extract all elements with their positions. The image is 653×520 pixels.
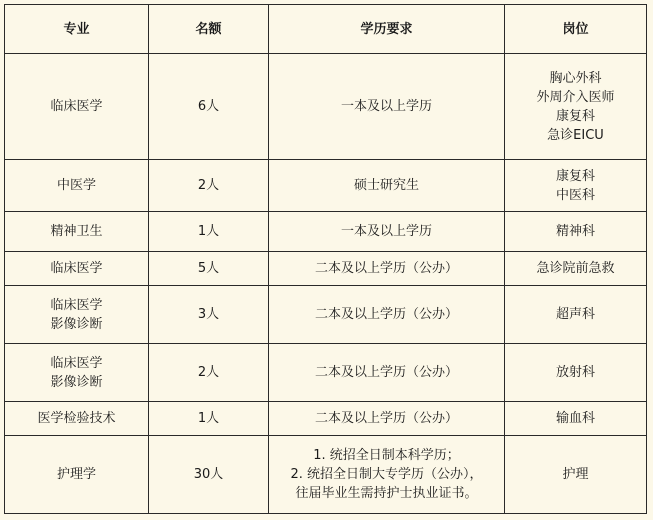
cell-major: 精神卫生 (5, 212, 149, 252)
cell-education: 1. 统招全日制本科学历； 2. 统招全日制大专学历（公办）， 往届毕业生需持护士执业证书。 (269, 436, 505, 514)
header-major: 专业 (5, 5, 149, 54)
cell-major: 中医学 (5, 160, 149, 212)
cell-position: 超声科 (505, 286, 647, 344)
cell-education: 一本及以上学历 (269, 54, 505, 160)
cell-quota: 1人 (149, 402, 269, 436)
cell-education: 二本及以上学历（公办） (269, 344, 505, 402)
cell-quota: 3人 (149, 286, 269, 344)
table-row (5, 252, 647, 286)
table-row (5, 344, 647, 402)
table-row (5, 212, 647, 252)
cell-position: 精神科 (505, 212, 647, 252)
cell-major: 临床医学 影像诊断 (5, 286, 149, 344)
cell-position: 放射科 (505, 344, 647, 402)
cell-position: 胸心外科 外周介入医师 康复科 急诊EICU (505, 54, 647, 160)
header-education: 学历要求 (269, 5, 505, 54)
recruitment-table (4, 4, 647, 514)
cell-major: 临床医学 (5, 54, 149, 160)
cell-major: 护理学 (5, 436, 149, 514)
cell-quota: 2人 (149, 344, 269, 402)
cell-major: 医学检验技术 (5, 402, 149, 436)
cell-education: 二本及以上学历（公办） (269, 286, 505, 344)
table-row (5, 436, 647, 514)
table-row (5, 402, 647, 436)
cell-quota: 6人 (149, 54, 269, 160)
cell-quota: 5人 (149, 252, 269, 286)
cell-position: 康复科 中医科 (505, 160, 647, 212)
cell-education: 硕士研究生 (269, 160, 505, 212)
recruitment-table-container (4, 4, 647, 514)
table-row (5, 160, 647, 212)
header-quota: 名额 (149, 5, 269, 54)
cell-education: 二本及以上学历（公办） (269, 402, 505, 436)
cell-position: 护理 (505, 436, 647, 514)
cell-education: 二本及以上学历（公办） (269, 252, 505, 286)
cell-major: 临床医学 (5, 252, 149, 286)
cell-position: 急诊院前急救 (505, 252, 647, 286)
table-header-row (5, 5, 647, 54)
cell-education: 一本及以上学历 (269, 212, 505, 252)
cell-quota: 2人 (149, 160, 269, 212)
cell-quota: 30人 (149, 436, 269, 514)
cell-position: 输血科 (505, 402, 647, 436)
table-row (5, 54, 647, 160)
cell-quota: 1人 (149, 212, 269, 252)
cell-major: 临床医学 影像诊断 (5, 344, 149, 402)
table-row (5, 286, 647, 344)
header-position: 岗位 (505, 5, 647, 54)
